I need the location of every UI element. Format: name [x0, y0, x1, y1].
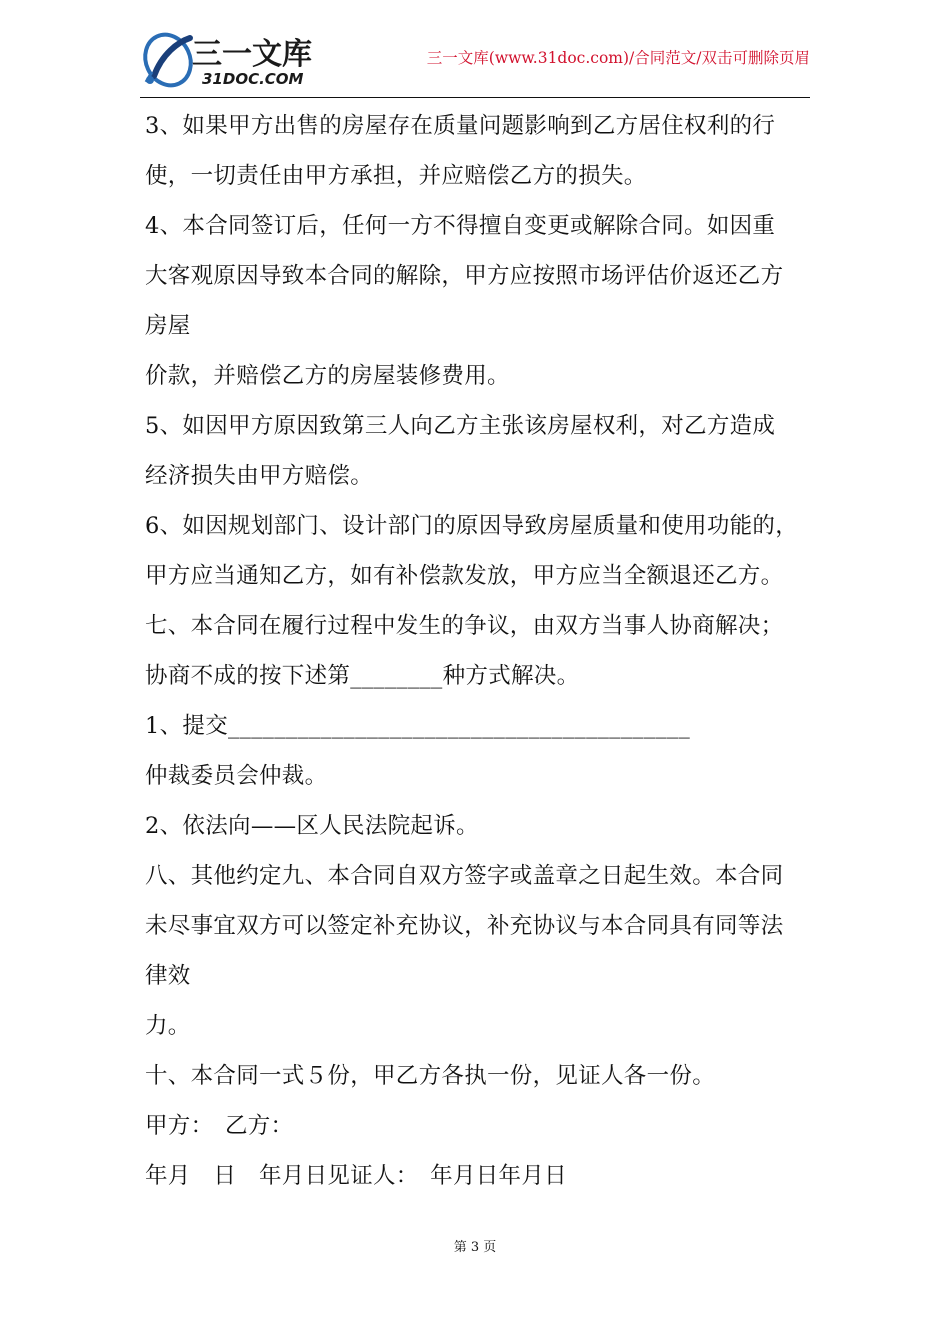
text-line: 仲裁委员会仲裁。	[145, 763, 328, 789]
logo-subtext: 31DOC.COM	[202, 70, 304, 88]
text-line: 甲方： 乙方：	[145, 1113, 294, 1139]
text-line: 房屋	[145, 313, 191, 339]
text-line: 未尽事宜双方可以签定补充协议，补充协议与本合同具有同等法	[145, 913, 784, 939]
text-line: 七、本合同在履行过程中发生的争议，由双方当事人协商解决；	[145, 613, 784, 639]
logo-text: 三一文库	[192, 37, 312, 72]
text-line: 协商不成的按下述第________种方式解决。	[145, 663, 580, 689]
text-line: 律效	[145, 963, 191, 989]
text-line: 十、本合同一式５份，甲乙方各执一份，见证人各一份。	[145, 1063, 716, 1089]
page-header	[140, 18, 810, 96]
text-line: 使，一切责任由甲方承担，并应赔偿乙方的损失。	[145, 163, 647, 189]
contract-body	[145, 101, 825, 1201]
text-line: 年月 日 年月日见证人： 年月日年月日	[145, 1163, 567, 1189]
text-line: 4、本合同签订后，任何一方不得擅自变更或解除合同。如因重	[145, 213, 776, 239]
sanyi-wenku-logo	[140, 24, 330, 94]
text-line: 大客观原因导致本合同的解除，甲方应按照市场评估价返还乙方	[145, 263, 784, 289]
header-divider	[140, 97, 810, 98]
text-line: 3、如果甲方出售的房屋存在质量问题影响到乙方居住权利的行	[145, 113, 776, 139]
page-number: 第 3 页	[453, 1240, 497, 1255]
text-line: 价款，并赔偿乙方的房屋装修费用。	[145, 363, 510, 389]
text-line: 经济损失由甲方赔偿。	[145, 463, 374, 489]
text-line: 力。	[145, 1013, 191, 1039]
header-link[interactable]: 三一文库(www.31doc.com)/合同范文/双击可删除页眉	[426, 49, 810, 67]
text-line: 甲方应当通知乙方，如有补偿款发放，甲方应当全额退还乙方。	[145, 563, 784, 589]
text-line: 5、如因甲方原因致第三人向乙方主张该房屋权利，对乙方造成	[145, 413, 776, 439]
text-line: 2、依法向——区人民法院起诉。	[145, 813, 479, 839]
text-line: 6、如因规划部门、设计部门的原因导致房屋质量和使用功能的，	[145, 513, 799, 539]
text-line: 1、提交________________________________________	[145, 713, 691, 739]
text-line: 八、其他约定九、本合同自双方签字或盖章之日起生效。本合同	[145, 863, 784, 889]
